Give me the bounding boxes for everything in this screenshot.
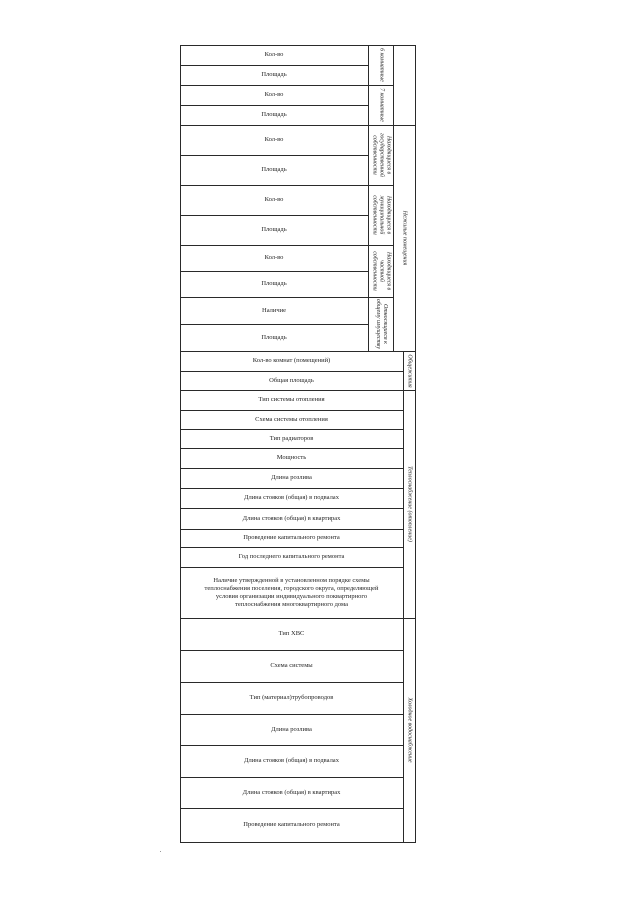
row-label: Длина стояков (общая) в квартирах	[242, 788, 341, 796]
row-label: Тип системы отопления	[258, 396, 325, 403]
subgroup-label: Находящиеся в государственной собственности	[371, 133, 391, 177]
grid-line	[393, 45, 394, 351]
subgroup-label: Находящиеся в муниципальной собственности	[371, 195, 391, 235]
row-label: Год последнего капитального ремонта	[238, 553, 345, 560]
row-label: Кол-во комнат (помещений)	[252, 357, 331, 364]
group-label: Теплоснабжение (отопление)	[406, 466, 413, 542]
grid-line	[180, 448, 403, 449]
grid-line	[180, 105, 368, 106]
row-label: Площадь	[261, 280, 287, 287]
grid-line	[180, 529, 403, 530]
group-label: Нежилые помещения	[401, 210, 408, 266]
row-label: Длина стояков (общая) в подвалах	[244, 757, 339, 764]
row-label: Кол-во	[264, 254, 284, 261]
grid-line	[180, 215, 368, 216]
subgroup-label: 6 комнатные	[378, 48, 384, 82]
row-label: Тип (материал)трубопроводов	[249, 694, 334, 701]
row-label: Тип ХВС	[278, 630, 305, 637]
row-label: Площадь	[261, 166, 287, 173]
grid-line	[180, 745, 403, 746]
grid-line	[180, 185, 393, 186]
grid-line	[180, 351, 416, 352]
row-label: Кол-во	[264, 51, 284, 58]
group-label: Холодное водоснабжение	[406, 697, 413, 763]
row-label: Площадь	[261, 333, 287, 341]
row-label: Площадь	[261, 226, 287, 233]
grid-line	[180, 547, 403, 548]
row-label: Тип радиаторов	[269, 434, 314, 442]
grid-line	[180, 714, 403, 715]
grid-line	[180, 650, 403, 651]
grid-line	[180, 65, 368, 66]
grid-line	[403, 351, 404, 842]
grid-line	[180, 777, 403, 778]
row-label: Длина стояков (общая) в подвалах	[244, 494, 339, 501]
grid-line	[180, 125, 416, 126]
grid-line	[180, 468, 403, 469]
grid-line	[415, 45, 416, 842]
grid-line	[180, 297, 393, 298]
row-label: Кол-во	[264, 136, 284, 143]
grid-line	[368, 45, 369, 351]
scan-speck	[160, 851, 161, 852]
grid-line	[180, 808, 403, 809]
row-label: Наличие утвержденной в установленном порядке схемы теплоснабжения поселения, городского округа, определяющей условия организации индивидуального поквартирного теплоснабжения многоквартирного дома	[204, 576, 379, 608]
grid-line	[180, 245, 393, 246]
grid-line	[180, 429, 403, 430]
grid-line	[180, 682, 403, 683]
row-label: Кол-во	[264, 196, 284, 203]
grid-line	[180, 567, 403, 568]
row-label: Проведение капитального ремонта	[243, 534, 340, 541]
row-label: Длина розлива	[271, 725, 312, 733]
grid-line	[180, 390, 416, 391]
grid-line	[180, 155, 368, 156]
subgroup-label: Находящиеся в частной собственности	[371, 251, 391, 291]
row-label: Длина стояков (общая) в квартирах	[242, 514, 341, 522]
grid-line	[180, 45, 181, 842]
grid-line	[180, 618, 416, 619]
grid-line	[180, 271, 368, 272]
grid-line	[180, 371, 403, 372]
row-label: Кол-во	[264, 91, 284, 98]
subgroup-label: Относящиеся к общему имуществу	[374, 298, 388, 350]
row-label: Площадь	[261, 111, 287, 118]
grid-line	[180, 842, 416, 843]
grid-line	[180, 508, 403, 509]
grid-line	[180, 45, 416, 46]
row-label: Схема системы	[270, 662, 313, 669]
row-label: Схема системы отопления	[255, 415, 328, 423]
grid-line	[180, 85, 393, 86]
grid-line	[180, 488, 403, 489]
subgroup-label: 7 комнатные	[378, 88, 384, 122]
row-label: Общая площадь	[269, 376, 314, 384]
group-label: Общежития	[406, 353, 413, 388]
row-label: Проведение капитального ремонта	[243, 821, 340, 828]
grid-line	[180, 410, 403, 411]
grid-line	[180, 324, 368, 325]
row-label: Мощность	[276, 454, 307, 461]
row-label: Площадь	[261, 71, 287, 78]
row-label: Наличие	[262, 306, 286, 314]
row-label: Длина розлива	[271, 474, 312, 481]
